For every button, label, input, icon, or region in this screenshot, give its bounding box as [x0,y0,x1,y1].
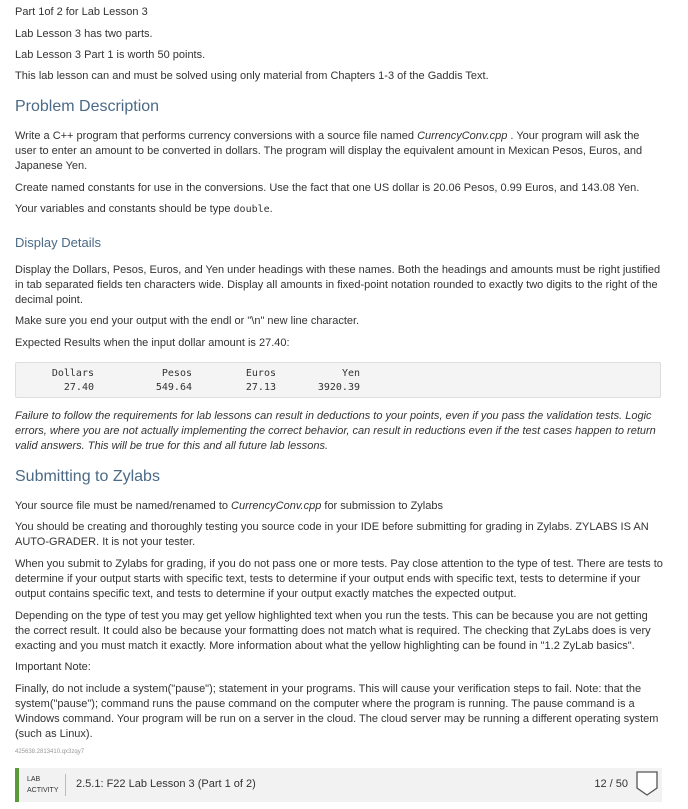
submitting-paragraph-2: You should be creating and thoroughly testing you source code in your IDE before submitting for grading in Zylabs. ZYLABS IS AN AUTO-GRADER. It is not your tester. [15,521,649,548]
header-yen: Yen [341,368,360,379]
submitting-paragraph-1 [15,499,663,514]
value-dollars: 27.40 [63,382,94,393]
type-code: double [233,204,270,215]
display-paragraph-1: Display the Dollars, Pesos, Euros, and Yen under headings with these names. Both the headings and amounts must be right justified in tab separated fields ten characters wide. Display all amounts in fixed-point notation rounded to exactly two digits to the right of the decimal point. [15,264,661,306]
lab-score: 12 / 50 [594,778,628,790]
intro-line-2: Lab Lesson 3 has two parts. [15,28,153,40]
lab-activity-bar[interactable] [15,768,662,802]
problem-text-a: Write a C++ program that performs currency conversions with a source file named [15,130,418,142]
type-text-a: Your variables and constants should be type [15,203,234,215]
content-id: 425638.2813410.qx3zqy7 [15,749,85,755]
filename-text-a: Your source file must be named/renamed to [15,500,232,512]
shield-badge-icon [636,771,658,796]
problem-text-b: . Your program will ask the user to enter an amount to be converted in dollars. The program will display the equivalent amount in Mexican Pesos, Euros, and Japanese Yen. [15,130,643,172]
submitting-heading: Submitting to Zylabs [15,468,160,485]
problem-paragraph-3 [15,202,663,217]
submit-filename: CurrencyConv.cpp [231,500,322,512]
display-paragraph-3: Expected Results when the input dollar amount is 27.40: [15,337,290,349]
lab-tag-line-1: LAB [27,776,41,783]
header-euros: Euros [245,368,276,379]
value-yen: 3920.39 [317,382,360,393]
filename-text-b: for submission to Zylabs [321,500,443,512]
intro-line-4: This lab lesson can and must be solved using only material from Chapters 1-3 of the Gaddis Text. [15,70,489,82]
header-dollars: Dollars [51,368,94,379]
problem-heading: Problem Description [15,98,160,115]
warning-paragraph: Failure to follow the requirements for lab lessons can result in deductions to your points, even if you pass the validation tests. Logic errors, where you are not actually implementing the correct behavior, can result in reductions even if the test cases happen to return valid answers. This will be true for this and all future lab lessons. [15,410,656,452]
source-filename: CurrencyConv.cpp [417,130,508,142]
intro-line-1: Part 1of 2 for Lab Lesson 3 [15,6,148,18]
header-pesos: Pesos [161,368,192,379]
value-pesos: 549.64 [155,382,192,393]
lab-bar-divider [65,774,66,796]
important-note-label: Important Note: [15,661,91,673]
type-text-b: . [269,203,273,215]
lab-tag-line-2: ACTIVITY [27,787,59,794]
intro-line-3: Lab Lesson 3 Part 1 is worth 50 points. [15,49,206,61]
problem-paragraph-1 [15,129,663,174]
value-euros: 27.13 [245,382,276,393]
submitting-paragraph-6: Finally, do not include a system("pause"); statement in your programs. This will cause your verification steps to fail. Note: that the system("pause"); command runs the pause command on the computer where the program is running. The pause command is a Windows command. Your program will be run on a server in the cloud. The cloud server may be running a different operating system (such as Linux). [15,683,659,740]
problem-paragraph-2: Create named constants for use in the conversions. Use the fact that one US dollar is 20.06 Pesos, 0.99 Euros, and 143.08 Yen. [15,182,640,194]
display-heading: Display Details [15,235,101,250]
lab-activity-title[interactable]: 2.5.1: F22 Lab Lesson 3 (Part 1 of 2) [76,778,256,790]
submitting-paragraph-4: Depending on the type of test you may get yellow highlighted text when you run the tests. This can be because you are not getting the correct result. It could also be because your formatting does not match what is required. The checking that ZyLabs does is very exacting and you must match it exactly. More information about what the yellow highlighting can be found in "1.2 ZyLab basics". [15,610,651,652]
submitting-paragraph-3: When you submit to Zylabs for grading, if you do not pass one or more tests. Pay close attention to the type of test. There are tests to determine if your output starts with specific text, tests to determine if your output ends with specific text, tests to determine if your output contains specific text, and tests to determine if your output exactly matches the expected output. [15,558,663,600]
expected-output-box [15,362,661,398]
lab-activity-tag [27,774,59,796]
display-paragraph-2: Make sure you end your output with the endl or "\n" new line character. [15,315,360,327]
